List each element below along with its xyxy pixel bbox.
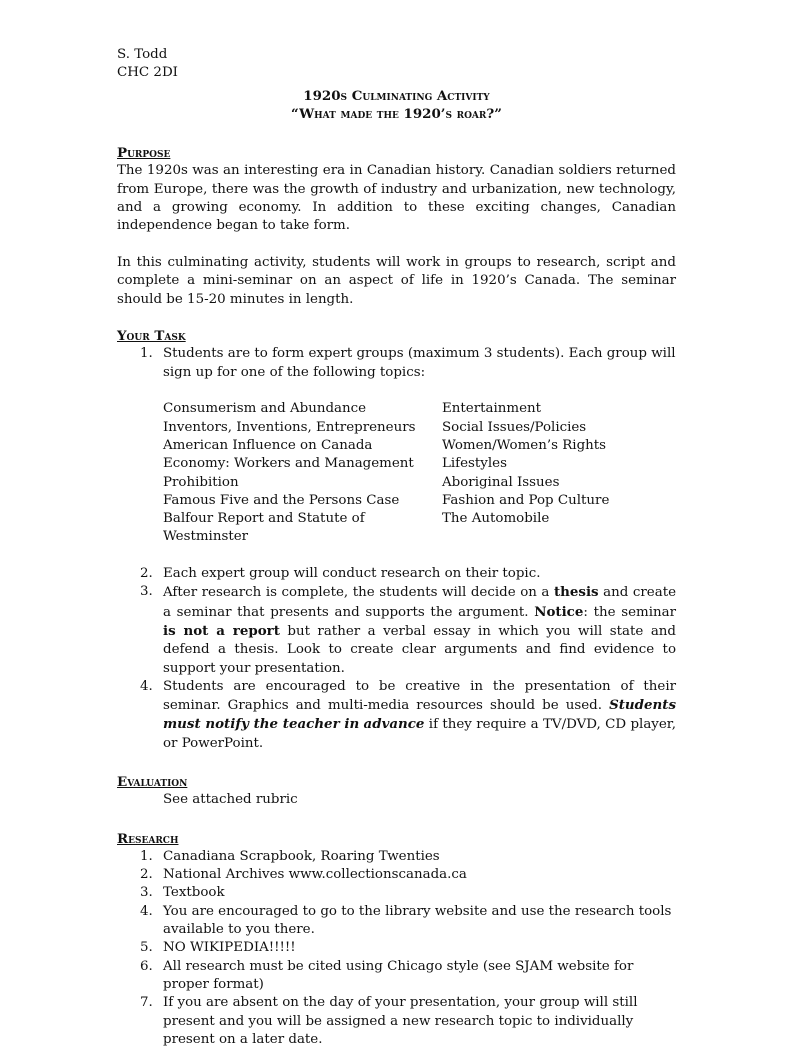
evaluation-heading: Evaluation — [117, 773, 188, 790]
research-item-number: 7. — [140, 995, 153, 1011]
task-item-text: but rather a verbal essay in which you will state and defend a thesis. Look to create clear arguments and find evidence to support your presentation. — [163, 623, 676, 676]
course-code: CHC 2DI — [117, 65, 178, 81]
research-item-text: If you are absent on the day of your presentation, your group will still present and you will be assigned a new research topic to individually present on a later date. — [163, 995, 638, 1047]
task-item-text: if they require a TV/DVD, CD player, or PowerPoint. — [163, 717, 676, 751]
document-subtitle: “What made the 1920’s roar?” — [291, 105, 502, 122]
task-item-text: Students are to form expert groups (maximum 3 students). Each group will sign up for one of the following topics: — [163, 346, 676, 380]
task-item-4 — [117, 678, 676, 753]
notify-emphasis: Students must notify the teacher in — [163, 697, 676, 733]
topic-right: Entertainment — [442, 401, 542, 417]
task-item-text: Students are encouraged to be creative in the presentation of their seminar. Graphics and multi-media resources should be used. — [163, 678, 676, 714]
purpose-paragraph-2: In this culminating activity, students will work in groups to research, script and complete a mini-seminar on an aspect of life in 1920’s Canada. The seminar should be 15-20 minutes in length. — [117, 254, 676, 307]
research-item-number: 3. — [140, 885, 153, 901]
topic-right: The Automobile — [442, 511, 550, 527]
topic-left: Inventors, Inventions, Entrepreneurs — [163, 419, 416, 435]
task-item-text: and create a seminar that presents and supports the argument. — [163, 585, 676, 620]
task-item-number: 4. — [140, 678, 153, 694]
topic-right: Lifestyles — [442, 456, 507, 472]
topic-right: Aboriginal Issues — [442, 474, 560, 490]
research-item — [117, 884, 676, 902]
topics-table — [163, 400, 676, 546]
topic-left: Economy: Workers and Management — [163, 456, 414, 472]
research-item — [117, 939, 676, 957]
advance-emphasis: advance — [363, 716, 425, 733]
research-list — [117, 848, 676, 1049]
research-item-text: NO WIKIPEDIA!!!!! — [163, 940, 296, 956]
topic-right: Fashion and Pop Culture — [442, 492, 610, 508]
topic-left: Famous Five and the Persons Case — [163, 492, 400, 508]
task-item-3 — [117, 583, 676, 677]
topic-left: Consumerism and Abundance — [163, 401, 367, 417]
research-item-text: Canadiana Scrapbook, Roaring Twenties — [163, 848, 440, 864]
topic-left: American Influence on Canada — [163, 437, 373, 453]
research-item-text: National Archives www.collectionscanada.ca — [163, 867, 467, 883]
research-item — [117, 958, 676, 995]
research-item — [117, 994, 676, 1049]
research-item-number: 1. — [140, 848, 153, 864]
purpose-heading: Purpose — [117, 145, 171, 162]
not-report-emphasis: is not a report — [163, 622, 280, 639]
research-item — [117, 848, 676, 866]
task-item-number: 2. — [140, 566, 153, 582]
task-heading: Your Task — [117, 328, 186, 345]
task-item-1 — [117, 345, 676, 382]
task-item-2 — [117, 565, 676, 583]
research-item-text: All research must be cited using Chicago style (see SJAM website for proper format) — [163, 958, 634, 992]
task-item-number: 1. — [140, 346, 153, 362]
research-item-number: 4. — [140, 903, 153, 919]
topic-right: Social Issues/Policies — [442, 419, 587, 435]
purpose-paragraph-1: The 1920s was an interesting era in Canadian history. Canadian soldiers returned from Europe, there was the growth of industry and urbanization, new technology, and a growing economy. In addition to these exciting changes, Canadian independence began to take form. — [117, 163, 676, 234]
task-item-text: : the seminar — [583, 604, 676, 620]
research-item-number: 6. — [140, 958, 153, 974]
document-title: 1920s Culminating Activity — [303, 87, 490, 104]
topic-right: Women/Women’s Rights — [442, 437, 607, 453]
thesis-emphasis: thesis — [553, 584, 599, 601]
task-item-number: 3. — [140, 584, 153, 600]
topic-left: Prohibition — [163, 474, 239, 490]
task-list-continued — [117, 565, 676, 753]
research-item-number: 2. — [140, 867, 153, 883]
task-list — [117, 345, 676, 382]
research-item-text: Textbook — [163, 885, 225, 901]
evaluation-text: See attached rubric — [163, 792, 298, 808]
research-item-number: 5. — [140, 940, 153, 956]
research-item — [117, 903, 676, 940]
document-page — [117, 46, 676, 1049]
research-item-text: You are encouraged to go to the library website and use the research tools available to you there. — [163, 903, 672, 938]
notice-emphasis: Notice — [534, 603, 584, 620]
author-name: S. Todd — [117, 47, 168, 62]
task-item-text: Each expert group will conduct research on their topic. — [163, 566, 541, 582]
task-item-text: After research is complete, the students will decide on a — [163, 585, 554, 601]
topic-left: Balfour Report and Statute of Westminster — [163, 511, 365, 545]
research-heading: Research — [117, 830, 179, 847]
research-item — [117, 866, 676, 884]
